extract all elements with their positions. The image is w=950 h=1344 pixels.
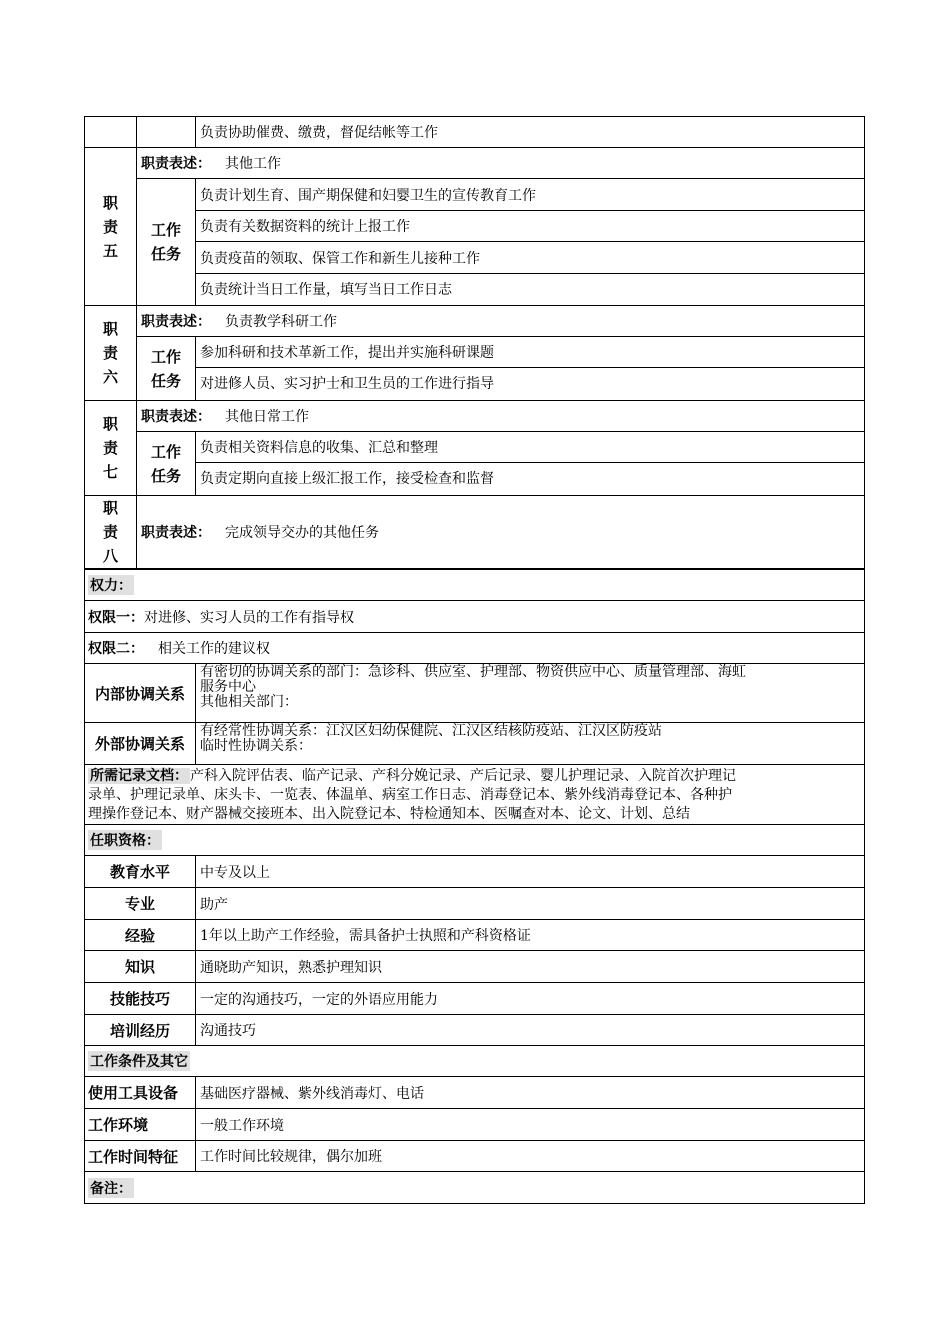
notes-row <box>84 1172 865 1204</box>
power-item-1 <box>84 601 865 633</box>
qualification-row <box>84 1015 865 1046</box>
description-text: 完成领导交办的其他任务 <box>225 525 379 541</box>
condition-value: 工作时间比较规律，偶尔加班 <box>200 1149 382 1165</box>
condition-key: 使用工具设备 <box>85 1077 196 1108</box>
job-description-table <box>84 116 865 1204</box>
external-coordination-label: 外部协调关系 <box>85 723 196 764</box>
text-line: 临时性协调关系： <box>200 738 312 754</box>
qualification-row <box>84 920 865 951</box>
duty-label: 职 责 六 <box>85 306 137 400</box>
qualification-key: 专业 <box>85 888 196 919</box>
condition-row <box>84 1109 865 1141</box>
task-item: 负责疫苗的领取、保管工作和新生儿接种工作 <box>196 242 864 274</box>
text-line: 有密切的协调关系的部门：急诊科、供应室、护理部、物资供应中心、质量管理部、海虹 <box>200 664 746 680</box>
records-label: 所需记录文档： <box>90 768 188 784</box>
duty-seven <box>84 401 865 496</box>
conditions-section-title <box>84 1046 865 1077</box>
description-label: 职责表述： <box>141 314 211 330</box>
duty-description <box>137 401 864 432</box>
power-section-title <box>84 570 865 601</box>
qualification-key: 培训经历 <box>85 1015 196 1045</box>
power-label: 权限一： <box>88 609 144 626</box>
task-item: 参加科研和技术革新工作，提出并实施科研课题 <box>196 337 864 368</box>
condition-value: 基础医疗器械、紫外线消毒灯、电话 <box>200 1085 424 1102</box>
qualification-row <box>84 888 865 920</box>
qualification-value: 助产 <box>200 896 228 913</box>
work-tasks-label: 工作 任务 <box>137 337 196 400</box>
internal-coordination-value <box>196 664 864 722</box>
duty-label: 职 责 五 <box>85 148 137 305</box>
work-tasks-label: 工作 任务 <box>137 432 196 495</box>
empty-cell <box>85 117 137 147</box>
text-line: 有经常性协调关系：江汉区妇幼保健院、江汉区结核防疫站、江汉区防疫站 <box>200 723 662 739</box>
qualification-title: 任职资格： <box>88 830 162 850</box>
internal-coordination-label: 内部协调关系 <box>85 664 196 722</box>
conditions-title: 工作条件及其它 <box>88 1051 190 1071</box>
text-line: 服务中心 <box>200 679 256 695</box>
task-item: 负责统计当日工作量，填写当日工作日志 <box>200 282 452 298</box>
condition-row <box>84 1141 865 1172</box>
description-text: 负责教学科研工作 <box>225 314 337 330</box>
internal-coordination-row <box>84 664 865 723</box>
power-text: 相关工作的建议权 <box>158 641 270 657</box>
condition-row <box>84 1077 865 1109</box>
qualification-key: 知识 <box>85 951 196 982</box>
qualification-key: 教育水平 <box>85 856 196 887</box>
power-item-2 <box>84 633 865 664</box>
duty-six <box>84 306 865 401</box>
qualification-value: 1年以上助产工作经验，需具备护士执照和产科资格证 <box>200 928 531 944</box>
duty-continuation-row <box>84 116 865 148</box>
description-text: 其他工作 <box>225 156 281 172</box>
qualification-row <box>84 856 865 888</box>
notes-title: 备注： <box>88 1178 134 1198</box>
task-item: 对进修人员、实习护士和卫生员的工作进行指导 <box>200 376 494 392</box>
description-label: 职责表述： <box>141 409 211 425</box>
task-item: 负责计划生育、围产期保健和妇婴卫生的宣传教育工作 <box>196 179 864 211</box>
text-line: 录单、护理记录单、床头卡、一览表、体温单、病室工作日志、消毒登记本、紫外线消毒登记本、各种护 <box>88 787 732 803</box>
qualification-key: 经验 <box>85 920 196 950</box>
duty-label: 职 责 七 <box>85 401 137 495</box>
external-coordination-value <box>196 723 864 764</box>
condition-key: 工作环境 <box>85 1109 196 1140</box>
power-label: 权限二： <box>88 641 144 657</box>
qualification-value: 沟通技巧 <box>200 1023 256 1039</box>
duty-description <box>137 496 864 568</box>
qualification-row <box>84 951 865 983</box>
power-text: 对进修、实习人员的工作有指导权 <box>144 609 354 626</box>
qualification-value: 中专及以上 <box>200 864 270 881</box>
text-line: 其他相关部门： <box>200 694 298 710</box>
qualification-value: 通晓助产知识，熟悉护理知识 <box>200 959 382 976</box>
condition-value: 一般工作环境 <box>200 1117 284 1134</box>
qualification-key: 技能技巧 <box>85 983 196 1014</box>
task-item: 负责协助催费、缴费，督促结帐等工作 <box>200 125 438 141</box>
required-records-row <box>84 765 865 825</box>
qualification-section-title <box>84 825 865 856</box>
condition-key: 工作时间特征 <box>85 1141 196 1171</box>
empty-cell <box>137 117 196 147</box>
duty-eight <box>84 496 865 570</box>
qualification-value: 一定的沟通技巧，一定的外语应用能力 <box>200 991 438 1008</box>
task-item: 负责定期向直接上级汇报工作，接受检查和监督 <box>200 471 494 487</box>
power-title: 权力： <box>88 575 134 595</box>
description-label: 职责表述： <box>141 156 211 172</box>
description-label: 职责表述： <box>141 525 211 541</box>
duty-description <box>137 306 864 337</box>
duty-label: 职 责 八 <box>85 496 137 568</box>
task-item: 负责相关资料信息的收集、汇总和整理 <box>196 432 864 463</box>
task-item: 负责有关数据资料的统计上报工作 <box>196 211 864 242</box>
external-coordination-row <box>84 723 865 765</box>
text-line: 产科入院评估表、临产记录、产科分娩记录、产后记录、婴儿护理记录、入院首次护理记 <box>190 768 736 784</box>
qualification-row <box>84 983 865 1015</box>
duty-five <box>84 148 865 306</box>
text-line: 理操作登记本、财产器械交接班本、出入院登记本、特检通知本、医嘱查对本、论文、计划、总结 <box>88 806 690 822</box>
work-tasks-label: 工作 任务 <box>137 179 196 305</box>
description-text: 其他日常工作 <box>225 409 309 425</box>
duty-description <box>137 148 864 179</box>
